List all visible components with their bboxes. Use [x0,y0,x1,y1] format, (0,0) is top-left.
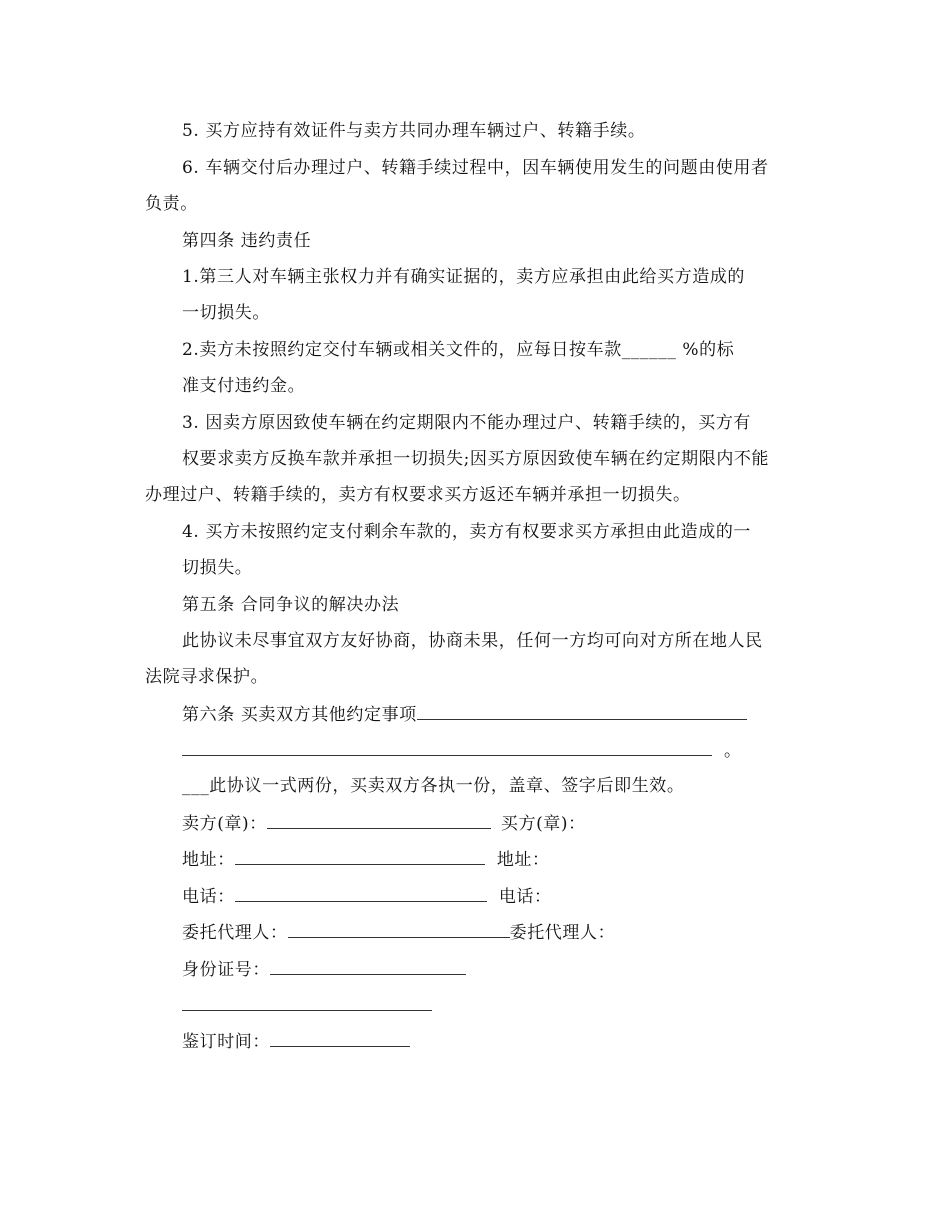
breach-4: 4. 买方未按照约定支付剩余车款的，卖方有权要求买方承担由此造成的一 [182,522,752,542]
id-row [182,957,466,982]
date-blank [270,1029,410,1047]
address-left-label: 地址： [182,850,235,870]
breach-3-cont: 权要求卖方反换车款并承担一切损失;因买方原因致使车辆在约定期限内不能 [182,449,770,469]
id-blank-2 [182,993,432,1011]
id-row-2 [182,993,432,1018]
breach-1: 1.第三人对车辆主张权力并有确实证据的，卖方应承担由此给买方造成的 [182,267,746,287]
copies-clause: ___此协议一式两份，买卖双方各执一份，盖章、签字后即生效。 [182,776,685,796]
date-row [182,1029,410,1054]
article-6-heading: 第六条 买卖双方其他约定事项 [182,702,747,727]
seal-row [182,811,586,836]
seller-seal-blank [267,811,491,829]
agent-row [182,920,615,945]
dispute-text-cont: 法院寻求保护。 [145,667,269,687]
other-terms-line-2: 。 [182,738,742,763]
breach-2: 2.卖方未按照约定交付车辆或相关文件的，应每日按车款______ %的标 [182,340,735,360]
breach-2-cont: 准支付违约金。 [182,376,306,396]
clause-5: 5. 买方应持有效证件与卖方共同办理车辆过户、转籍手续。 [182,121,646,141]
id-label: 身份证号： [182,960,270,980]
other-terms-blank-2 [182,738,712,756]
agent-blank [288,920,510,938]
article-5-heading: 第五条 合同争议的解决办法 [182,595,400,615]
breach-4-cont: 切损失。 [182,558,253,578]
phone-blank [235,884,487,902]
other-terms-blank [417,702,747,720]
breach-3: 3. 因卖方原因致使车辆在约定期限内不能办理过户、转籍手续的，买方有 [182,413,752,433]
breach-3-cont-2: 办理过户、转籍手续的，卖方有权要求买方返还车辆并承担一切损失。 [145,485,691,505]
agent-left-label: 委托代理人： [182,923,288,943]
article-4-heading: 第四条 违约责任 [182,231,312,251]
seller-seal-label: 卖方(章)： [182,814,267,834]
date-label: 鉴订时间： [182,1032,270,1052]
address-row [182,847,550,872]
agent-right-label: 委托代理人： [509,923,616,943]
buyer-seal-label: 买方(章)： [500,814,586,834]
phone-right-label: 电话： [498,887,552,907]
phone-left-label: 电话： [182,887,235,907]
dispute-text: 此协议未尽事宜双方友好协商，协商未果，任何一方均可向对方所在地人民 [182,631,763,651]
address-blank [235,847,485,865]
id-blank [270,957,466,975]
clause-6: 6. 车辆交付后办理过户、转籍手续过程中，因车辆使用发生的问题由使用者 [182,158,769,178]
clause-6-cont: 负责。 [145,194,198,214]
breach-1-cont: 一切损失。 [182,303,270,323]
address-right-label: 地址： [496,850,550,870]
phone-row [182,884,552,909]
